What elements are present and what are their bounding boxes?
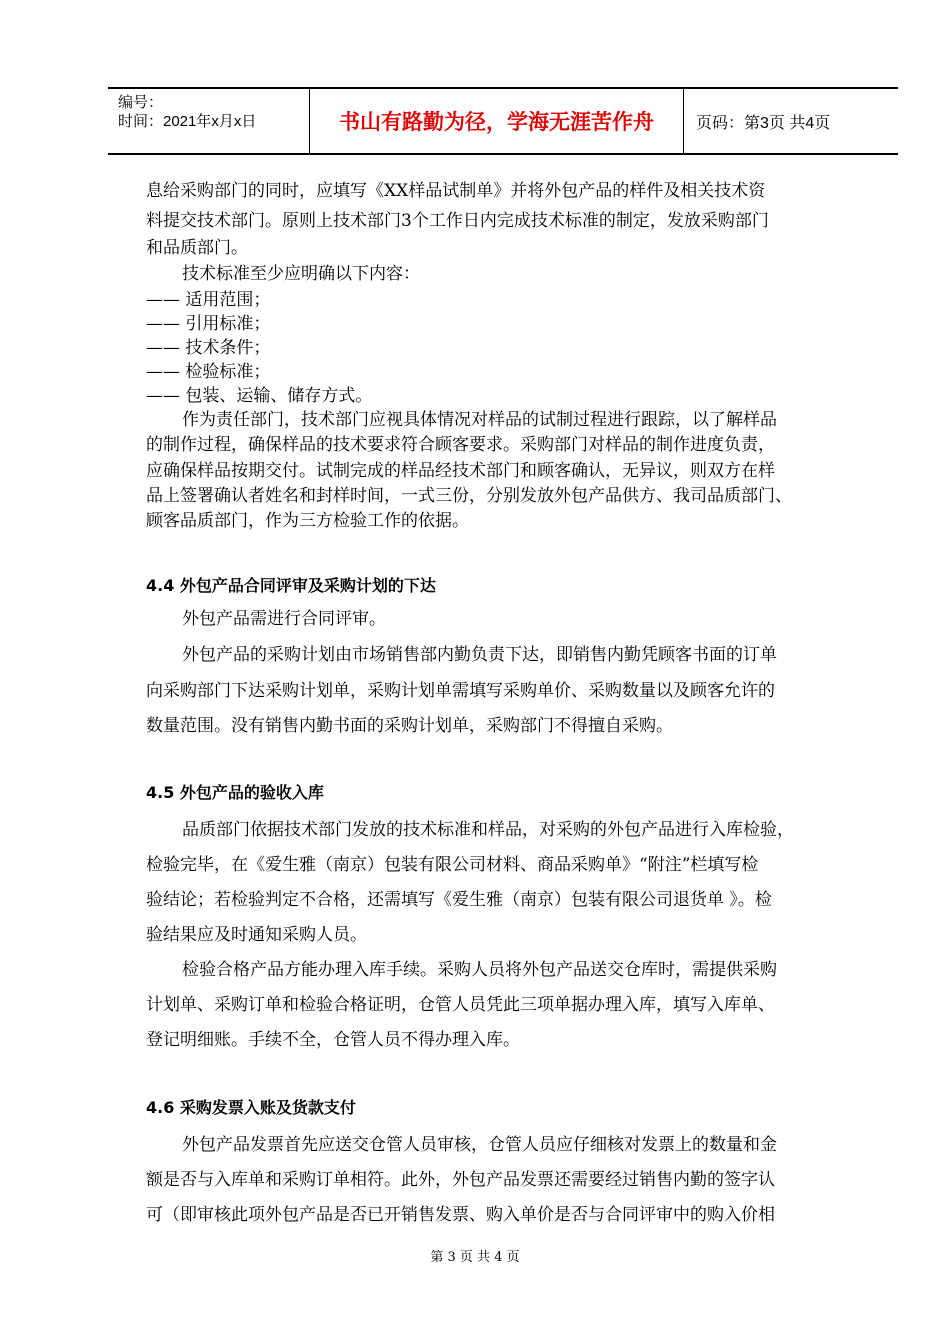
paragraph-line: 品上签署确认者姓名和封样时间，一式三份，分别发放外包产品供方、我司品质部门、 [146, 486, 792, 506]
page-footer: 第 3 页 共 4 页 [430, 1250, 520, 1265]
list-item: —— 技术条件； [146, 338, 271, 358]
paragraph-line: 检验完毕，在《爱生雅（南京）包装有限公司材料、商品采购单》“附注”栏填写检 [146, 855, 759, 875]
paragraph-line: 计划单、采购订单和检验合格证明，仓管人员凭此三项单据办理入库，填写入库单、 [146, 995, 775, 1015]
section-heading-4-6: 4.6 采购发票入账及货款支付 [146, 1098, 356, 1117]
document-date: 时间：2021年x月x日 [118, 113, 257, 130]
paragraph-line: 向采购部门下达采购计划单，采购计划单需填写采购单价、采购数量以及顾客允许的 [146, 681, 775, 701]
paragraph-line: 验结果应及时通知采购人员。 [146, 925, 367, 945]
header-meta [108, 89, 310, 153]
header-page-info: 页码：第3页 共4页 [696, 114, 831, 132]
paragraph-line: 检验合格产品方能办理入库手续。采购人员将外包产品送交仓库时，需提供采购 [182, 960, 777, 980]
paragraph-line: 登记明细账。手续不全，仓管人员不得办理入库。 [146, 1030, 520, 1050]
paragraph-line: 可（即审核此项外包产品是否已开销售发票、购入单价是否与合同评审中的购入价相 [146, 1205, 775, 1225]
paragraph-line: 外包产品需进行合同评审。 [182, 609, 386, 629]
paragraph-line: 验结论；若检验判定不合格，还需填写《爱生雅（南京）包装有限公司退货单 》。检 [146, 890, 772, 910]
list-item: —— 检验标准； [146, 362, 271, 382]
list-item: —— 引用标准； [146, 314, 271, 334]
paragraph-line: 料提交技术部门。原则上技术部门3个工作日内完成技术标准的制定，发放采购部门 [146, 211, 769, 231]
paragraph-line: 的制作过程，确保样品的技术要求符合顾客要求。采购部门对样品的制作进度负责， [146, 435, 775, 455]
paragraph-line: 数量范围。没有销售内勤书面的采购计划单，采购部门不得擅自采购。 [146, 716, 673, 736]
list-item: —— 适用范围； [146, 290, 271, 310]
tech-standard-intro: 技术标准至少应明确以下内容： [182, 264, 420, 284]
paragraph-line: 顾客品质部门，作为三方检验工作的依据。 [146, 511, 469, 531]
paragraph-line: 外包产品的采购计划由市场销售部内勤负责下达，即销售内勤凭顾客书面的订单 [182, 645, 777, 665]
paragraph-line: 额是否与入库单和采购订单相符。此外，外包产品发票还需要经过销售内勤的签字认 [146, 1170, 775, 1190]
page-header [108, 87, 898, 155]
paragraph-line: 息给采购部门的同时，应填写《XX样品试制单》并将外包产品的样件及相关技术资 [146, 181, 766, 201]
section-heading-4-5: 4.5 外包产品的验收入库 [146, 783, 324, 802]
paragraph-line: 和品质部门。 [146, 238, 248, 258]
document-number-label: 编号： [118, 94, 164, 111]
paragraph-line: 外包产品发票首先应送交仓管人员审核，仓管人员应仔细核对发票上的数量和金 [182, 1135, 777, 1155]
header-motto: 书山有路勤为径，学海无涯苦作舟 [310, 89, 684, 153]
paragraph-line: 品质部门依据技术部门发放的技术标准和样品，对采购的外包产品进行入库检验， [182, 820, 794, 840]
paragraph-line: 应确保样品按期交付。试制完成的样品经技术部门和顾客确认，无异议，则双方在样 [146, 461, 775, 481]
list-item: —— 包装、运输、储存方式。 [146, 386, 373, 406]
section-heading-4-4: 4.4 外包产品合同评审及采购计划的下达 [146, 576, 436, 595]
paragraph-line: 作为责任部门，技术部门应视具体情况对样品的试制过程进行跟踪，以了解样品 [182, 410, 777, 430]
